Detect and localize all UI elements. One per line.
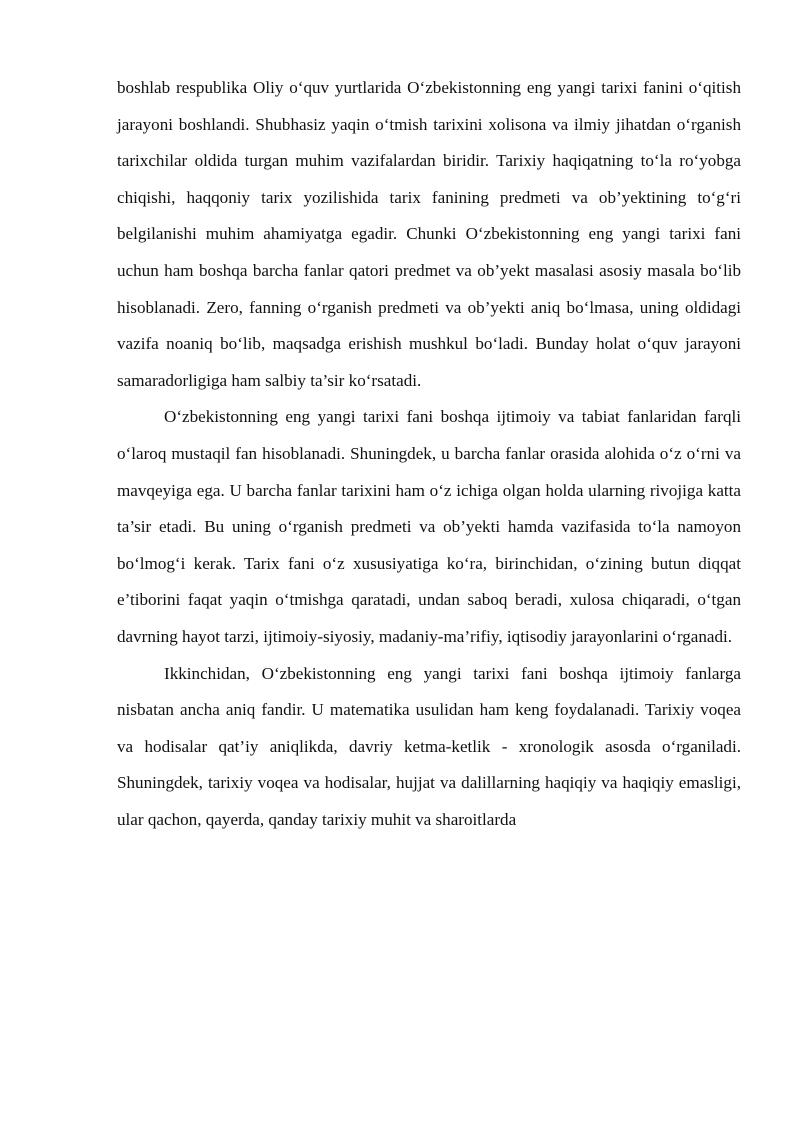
paragraph-3: Ikkinchidan, O‘zbekistonning eng yangi tarixi fani boshqa ijtimoiy fanlarga nisbatan ancha aniq fandir. U matematika usulidan ham keng foydalanadi. Tarixiy voqea va hodisalar qat’iy aniqlikda, davriy ketma-ketlik - xronologik asosda o‘rganiladi. Shuningdek, tarixiy voqea va hodisalar, hujjat va dalillarning haqiqiy va haqiqiy emasligi, ular qachon, qayerda, qanday tarixiy muhit va sharoitlarda xyxy=(117,663,741,829)
document-page xyxy=(117,70,741,838)
paragraph-2: O‘zbekistonning eng yangi tarixi fani boshqa ijtimoiy va tabiat fanlaridan farqli o‘laroq mustaqil fan hisoblanadi. Shuningdek, u barcha fanlar orasida alohida o‘z o‘rni va mavqeyiga ega. U barcha fanlar tarixini ham o‘z ichiga olgan holda ularning rivojiga katta ta’sir etadi. Bu uning o‘rganish predmeti va ob’yekti hamda vazifasida to‘la namoyon bo‘lmog‘i kerak. Tarix fani o‘z xususiyatiga ko‘ra, birinchidan, o‘zining butun diqqat e’tiborini faqat yaqin o‘tmishga qaratadi, undan saboq beradi, xulosa chiqaradi, o‘tgan davrning hayot tarzi, ijtimoiy-siyosiy, madaniy-ma’rifiy, iqtisodiy jarayonlarini o‘rganadi. xyxy=(117,407,741,646)
paragraph-1: boshlab respublika Oliy o‘quv yurtlarida O‘zbekistonning eng yangi tarixi fanini o‘qitish jarayoni boshlandi. Shubhasiz yaqin o‘tmish tarixini xolisona va ilmiy jihatdan o‘rganish tarixchilar oldida turgan muhim vazifalardan biridir. Tarixiy haqiqatning to‘la ro‘yobga chiqishi, haqqoniy tarix yozilishida tarix fanining predmeti va ob’yektining to‘g‘ri belgilanishi muhim ahamiyatga egadir. Chunki O‘zbekistonning eng yangi tarixi fani uchun ham boshqa barcha fanlar qatori predmet va ob’yekt masalasi asosiy masala bo‘lib hisoblanadi. Zero, fanning o‘rganish predmeti va ob’yekti aniq bo‘lmasa, uning oldidagi vazifa noaniq bo‘lib, maqsadga erishish mushkul bo‘ladi. Bunday holat o‘quv jarayoni samaradorligiga ham salbiy ta’sir ko‘rsatadi. xyxy=(117,78,741,390)
